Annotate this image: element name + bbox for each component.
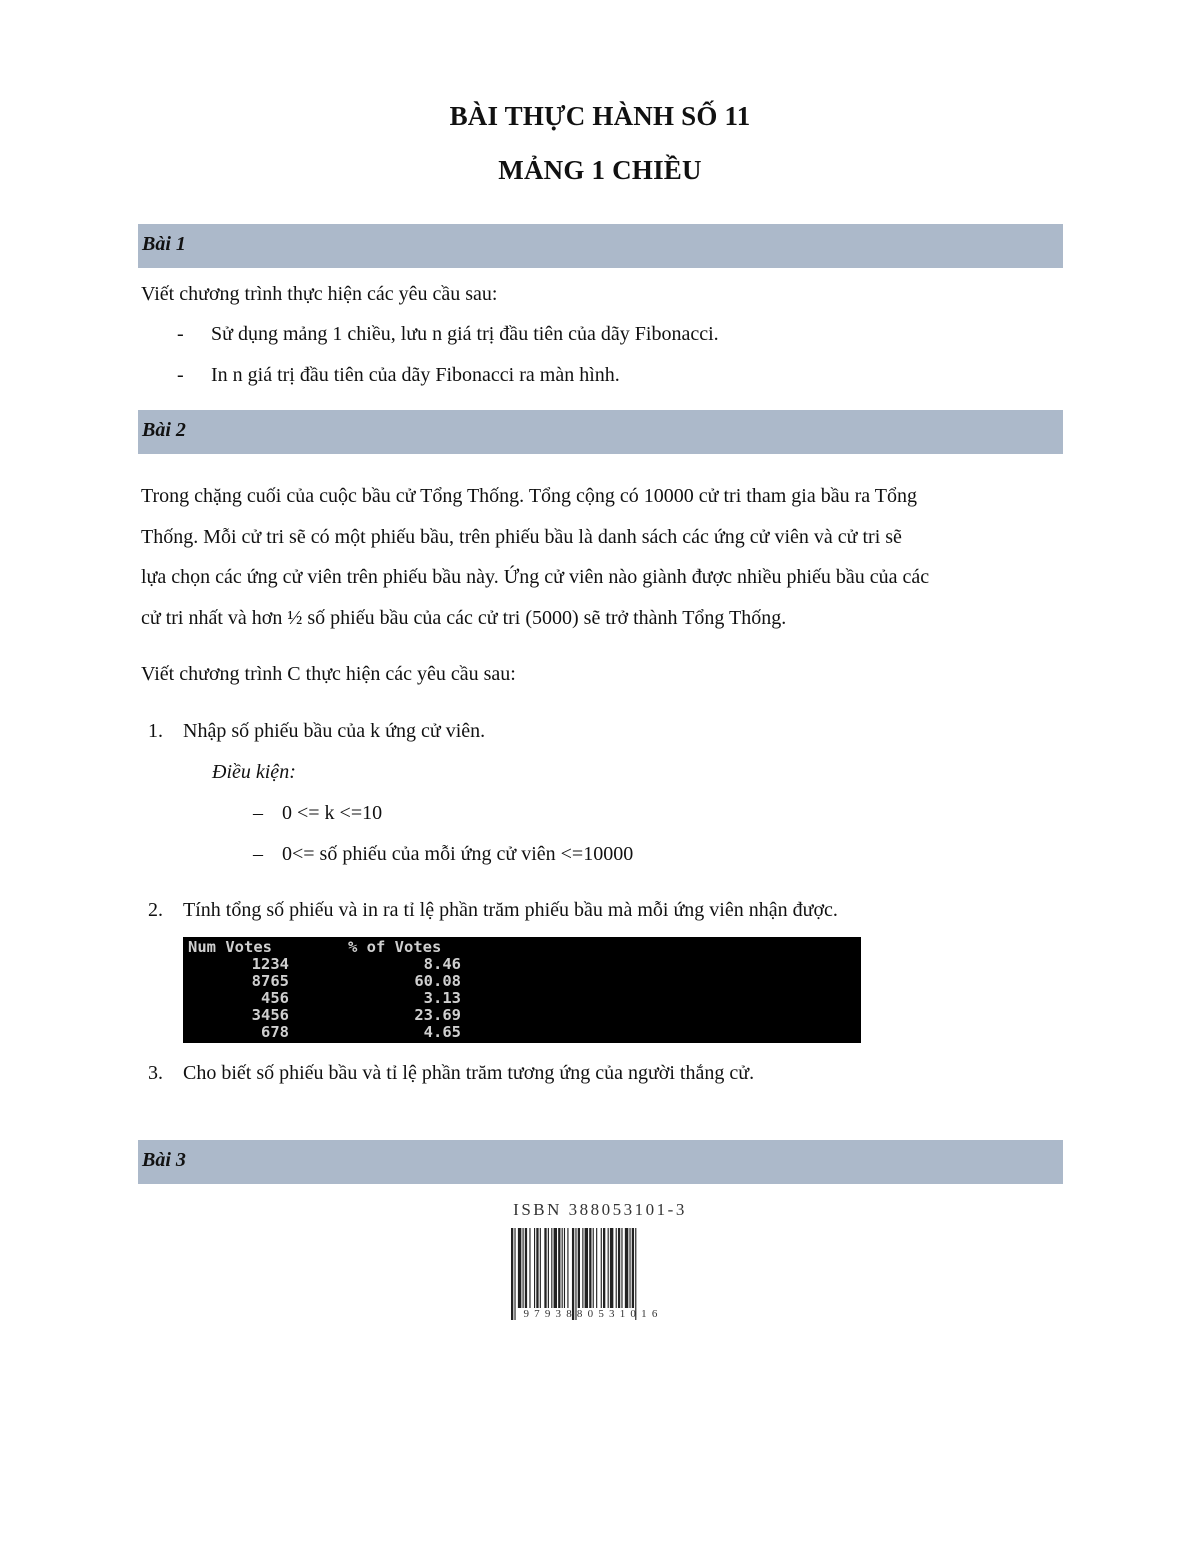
barcode-bar: [540, 1228, 541, 1308]
bullet-dash: -: [177, 364, 184, 386]
list-number: 3.: [148, 1062, 163, 1084]
page-subtitle: MẢNG 1 CHIỀU: [498, 155, 702, 185]
console-votes-cell: 3456: [251, 1006, 289, 1024]
bullet-dash: –: [253, 802, 263, 824]
section-header-bai1: [138, 224, 1063, 268]
barcode-bar: [608, 1228, 609, 1308]
console-header-votes: Num Votes: [188, 938, 272, 956]
condition-item: 0 <= k <=10: [282, 802, 383, 824]
page-title: BÀI THỰC HÀNH SỐ 11: [449, 101, 751, 131]
barcode-bar: [610, 1228, 613, 1308]
barcode-bar: [562, 1228, 563, 1308]
barcode-bar: [629, 1228, 630, 1308]
barcode-bar: [603, 1228, 605, 1308]
console-pct-cell: 23.69: [414, 1006, 461, 1024]
barcode-bar: [596, 1228, 597, 1308]
barcode-bar: [514, 1228, 515, 1320]
barcode-bar: [554, 1228, 557, 1308]
section-heading: Bài 1: [142, 233, 186, 255]
barcode-bar: [585, 1228, 588, 1308]
bai2-paragraph-line: Thống. Mỗi cử tri sẽ có một phiếu bầu, trên phiếu bầu là danh sách các ứng cử viên và cử tri sẽ: [141, 526, 902, 548]
barcode-bar: [536, 1228, 538, 1308]
console-output: [183, 937, 861, 1043]
barcode-bar: [616, 1228, 617, 1308]
bai2-paragraph-line: cử tri nhất và hơn ½ số phiếu bầu của các cử tri (5000) sẽ trở thành Tổng Thống.: [141, 607, 787, 629]
barcode-bar: [635, 1228, 636, 1320]
bai2-paragraph-line: Trong chặng cuối của cuộc bầu cử Tổng Thống. Tổng cộng có 10000 cử tri tham gia bầu ra Tổng: [141, 485, 917, 507]
barcode-bar: [511, 1228, 513, 1320]
barcode-bar: [601, 1228, 602, 1308]
list-number: 2.: [148, 899, 163, 921]
console-header-pct: % of Votes: [348, 938, 442, 956]
barcode-bar: [632, 1228, 634, 1308]
list-number: 1.: [148, 720, 163, 742]
barcode-bar: [621, 1228, 622, 1308]
barcode-bar: [589, 1228, 591, 1308]
barcode-bar: [582, 1228, 583, 1308]
barcode-bar: [625, 1228, 628, 1308]
barcode-bar: [572, 1228, 574, 1320]
bai2-item-2: Tính tổng số phiếu và in ra tỉ lệ phần trăm phiếu bầu mà mỗi ứng viên nhận được.: [183, 899, 838, 921]
console-pct-cell: 3.13: [423, 989, 461, 1007]
barcode-bar: [558, 1228, 560, 1308]
section-header-bai2: [138, 410, 1063, 454]
barcode-bar: [534, 1228, 535, 1308]
section-header-bai3: [138, 1140, 1063, 1184]
barcode-bar: [544, 1228, 546, 1308]
console-votes-cell: 1234: [251, 955, 289, 973]
barcode-bar: [593, 1228, 594, 1308]
barcode-bar: [618, 1228, 620, 1308]
barcode-bar: [518, 1228, 521, 1308]
condition-label: Điều kiện:: [212, 761, 296, 783]
barcode-bar: [529, 1228, 530, 1308]
bai2-intro: Viết chương trình C thực hiện các yêu cầu sau:: [141, 663, 516, 685]
bullet-dash: –: [253, 843, 263, 865]
section-heading: Bài 3: [142, 1149, 186, 1171]
console-votes-cell: 678: [261, 1023, 289, 1041]
bai1-intro: Viết chương trình thực hiện các yêu cầu sau:: [141, 283, 498, 305]
bullet-dash: -: [177, 323, 184, 345]
console-votes-cell: 456: [261, 989, 289, 1007]
barcode-bar: [525, 1228, 527, 1308]
bai1-item-2: In n giá trị đầu tiên của dãy Fibonacci ra màn hình.: [211, 364, 620, 386]
bai2-item-3: Cho biết số phiếu bầu và tỉ lệ phần trăm tương ứng của người thắng cử.: [183, 1062, 755, 1084]
barcode-bar: [548, 1228, 549, 1308]
console-pct-cell: 60.08: [414, 972, 461, 990]
isbn-label: ISBN 388053101-3: [513, 1200, 687, 1219]
barcode-bar: [551, 1228, 552, 1308]
barcode-bar: [567, 1228, 568, 1308]
bai2-paragraph-line: lựa chọn các ứng cử viên trên phiếu bầu này. Ứng cử viên nào giành được nhiều phiếu bầu của các: [141, 566, 930, 588]
condition-item: 0<= số phiếu của mỗi ứng cử viên <=10000: [282, 843, 634, 865]
barcode-digits: 9793880531016: [523, 1308, 663, 1320]
section-heading: Bài 2: [142, 419, 186, 441]
console-votes-cell: 8765: [251, 972, 289, 990]
barcode-bar: [564, 1228, 565, 1308]
barcode-bar: [575, 1228, 576, 1320]
barcode-bar: [578, 1228, 580, 1308]
barcode-bar: [523, 1228, 524, 1308]
bai1-item-1: Sử dụng mảng 1 chiều, lưu n giá trị đầu tiên của dãy Fibonacci.: [211, 323, 719, 345]
console-pct-cell: 8.46: [423, 955, 461, 973]
console-pct-cell: 4.65: [423, 1023, 461, 1041]
bai2-item-1: Nhập số phiếu bầu của k ứng cử viên.: [183, 720, 486, 742]
